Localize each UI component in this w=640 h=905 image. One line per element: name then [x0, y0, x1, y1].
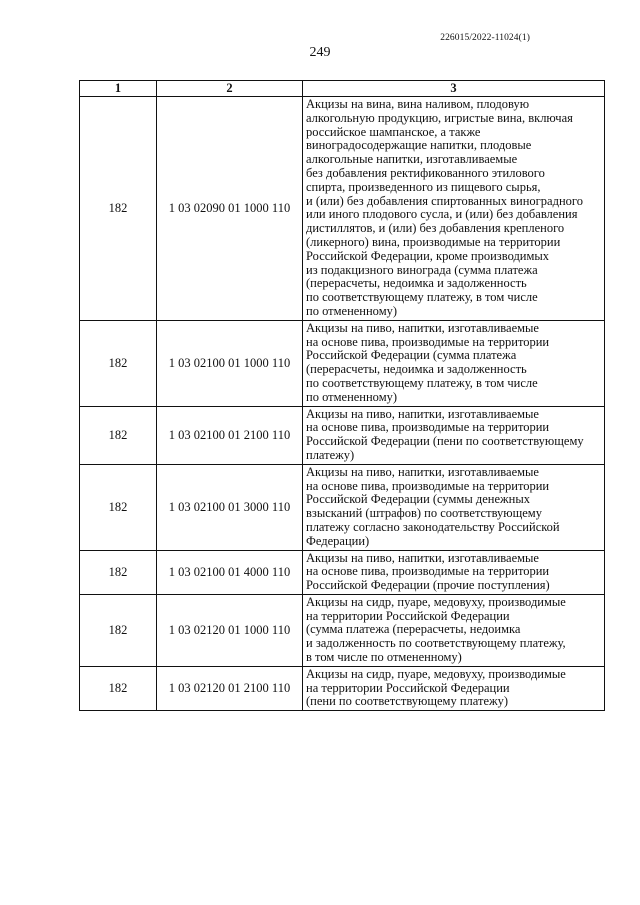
admin-code-cell: 182 [80, 406, 157, 464]
table-row [80, 464, 605, 550]
description-line: на территории Российской Федерации [306, 608, 510, 623]
document-id: 226015/2022-11024(1) [440, 33, 530, 43]
description-line: без добавления ректификованного этилового [306, 165, 545, 180]
description-cell [303, 97, 605, 321]
description-line: на основе пива, производимые на территории [306, 478, 550, 493]
description-line: Акцизы на сидр, пуаре, медовуху, производимые [306, 594, 566, 609]
description-line: по отмененному) [306, 303, 398, 318]
description-line: Акцизы на пиво, напитки, изготавливаемые [306, 464, 539, 479]
description-line: Акцизы на вина, вина наливом, плодовую [306, 97, 530, 111]
description-line: по соответствующему платежу, в том числе [306, 375, 538, 390]
description-line: (ликерного) вина, производимые на территории [306, 234, 561, 249]
table-row [80, 594, 605, 666]
description-line: на основе пива, производимые на территории [306, 334, 550, 349]
description-cell [303, 464, 605, 550]
header-col-2: 2 [157, 81, 303, 97]
description-cell [303, 666, 605, 710]
description-line: алкогольные напитки, изготавливаемые [306, 152, 518, 167]
description-line: (перерасчеты, недоимка и задолженность [306, 362, 527, 377]
description-line: и задолженность по соответствующему платежу, [306, 636, 566, 651]
budget-code-cell: 1 03 02090 01 1000 110 [157, 97, 303, 321]
budget-codes-table [79, 80, 605, 711]
budget-code-cell: 1 03 02100 01 4000 110 [157, 550, 303, 594]
description-line: Российской Федерации (пени по соответствующему [306, 434, 584, 449]
table-header [80, 81, 605, 97]
description-line: Российской Федерации (сумма платежа [306, 348, 517, 363]
description-cell [303, 550, 605, 594]
description-line: Российской Федерации, кроме производимых [306, 248, 550, 263]
description-line: по отмененному) [306, 389, 398, 404]
header-col-1: 1 [80, 81, 157, 97]
description-line: из подакцизного винограда (сумма платежа [306, 262, 538, 277]
admin-code-cell: 182 [80, 550, 157, 594]
description-line: (перерасчеты, недоимка и задолженность [306, 276, 527, 291]
table-row [80, 550, 605, 594]
description-cell [303, 406, 605, 464]
description-line: платежу согласно законодательству Российской [306, 519, 560, 534]
description-line: Акцизы на пиво, напитки, изготавливаемые [306, 320, 539, 335]
description-line: по соответствующему платежу, в том числе [306, 290, 538, 305]
budget-code-cell: 1 03 02100 01 1000 110 [157, 320, 303, 406]
description-line: Федерации) [306, 533, 370, 548]
description-line: дистиллятов, и (или) без добавления крепленого [306, 221, 565, 236]
description-line: Акцизы на сидр, пуаре, медовуху, производимые [306, 666, 566, 681]
table-row [80, 666, 605, 710]
table-row [80, 406, 605, 464]
description-line: Акцизы на пиво, напитки, изготавливаемые [306, 406, 539, 421]
budget-code-cell: 1 03 02120 01 2100 110 [157, 666, 303, 710]
admin-code-cell: 182 [80, 464, 157, 550]
budget-codes-table-container [79, 80, 604, 711]
description-line: и (или) без добавления спиртованных виноградного [306, 193, 583, 208]
description-line: (сумма платежа (перерасчеты, недоимка [306, 622, 521, 637]
budget-code-cell: 1 03 02100 01 3000 110 [157, 464, 303, 550]
page-number: 249 [309, 45, 331, 60]
description-line: виноградосодержащие напитки, плодовые [306, 138, 532, 153]
description-cell [303, 594, 605, 666]
description-line: взысканий (штрафов) по соответствующему [306, 506, 542, 521]
header-col-3: 3 [303, 81, 605, 97]
description-line: Российской Федерации (суммы денежных [306, 492, 530, 507]
description-line: или иного плодового сусла, и (или) без добавления [306, 207, 578, 222]
budget-code-cell: 1 03 02100 01 2100 110 [157, 406, 303, 464]
description-line: платежу) [306, 447, 355, 462]
description-line: на основе пива, производимые на территории [306, 420, 550, 435]
table-row [80, 97, 605, 321]
admin-code-cell: 182 [80, 666, 157, 710]
description-line: спирта, произведенного из пищевого сырья, [306, 179, 541, 194]
description-line: на основе пива, производимые на территории [306, 564, 550, 579]
table-row [80, 320, 605, 406]
admin-code-cell: 182 [80, 97, 157, 321]
admin-code-cell: 182 [80, 594, 157, 666]
description-line: алкогольную продукцию, игристые вина, включая [306, 110, 573, 125]
description-line: российское шампанское, а также [306, 124, 481, 139]
header-row [80, 81, 605, 97]
table-body [80, 97, 605, 711]
description-line: Российской Федерации (прочие поступления) [306, 578, 550, 593]
description-line: Акцизы на пиво, напитки, изготавливаемые [306, 550, 539, 565]
description-line: на территории Российской Федерации [306, 680, 510, 695]
description-line: в том числе по отмененному) [306, 650, 462, 665]
admin-code-cell: 182 [80, 320, 157, 406]
description-line: (пени по соответствующему платежу) [306, 694, 509, 709]
description-cell [303, 320, 605, 406]
budget-code-cell: 1 03 02120 01 1000 110 [157, 594, 303, 666]
